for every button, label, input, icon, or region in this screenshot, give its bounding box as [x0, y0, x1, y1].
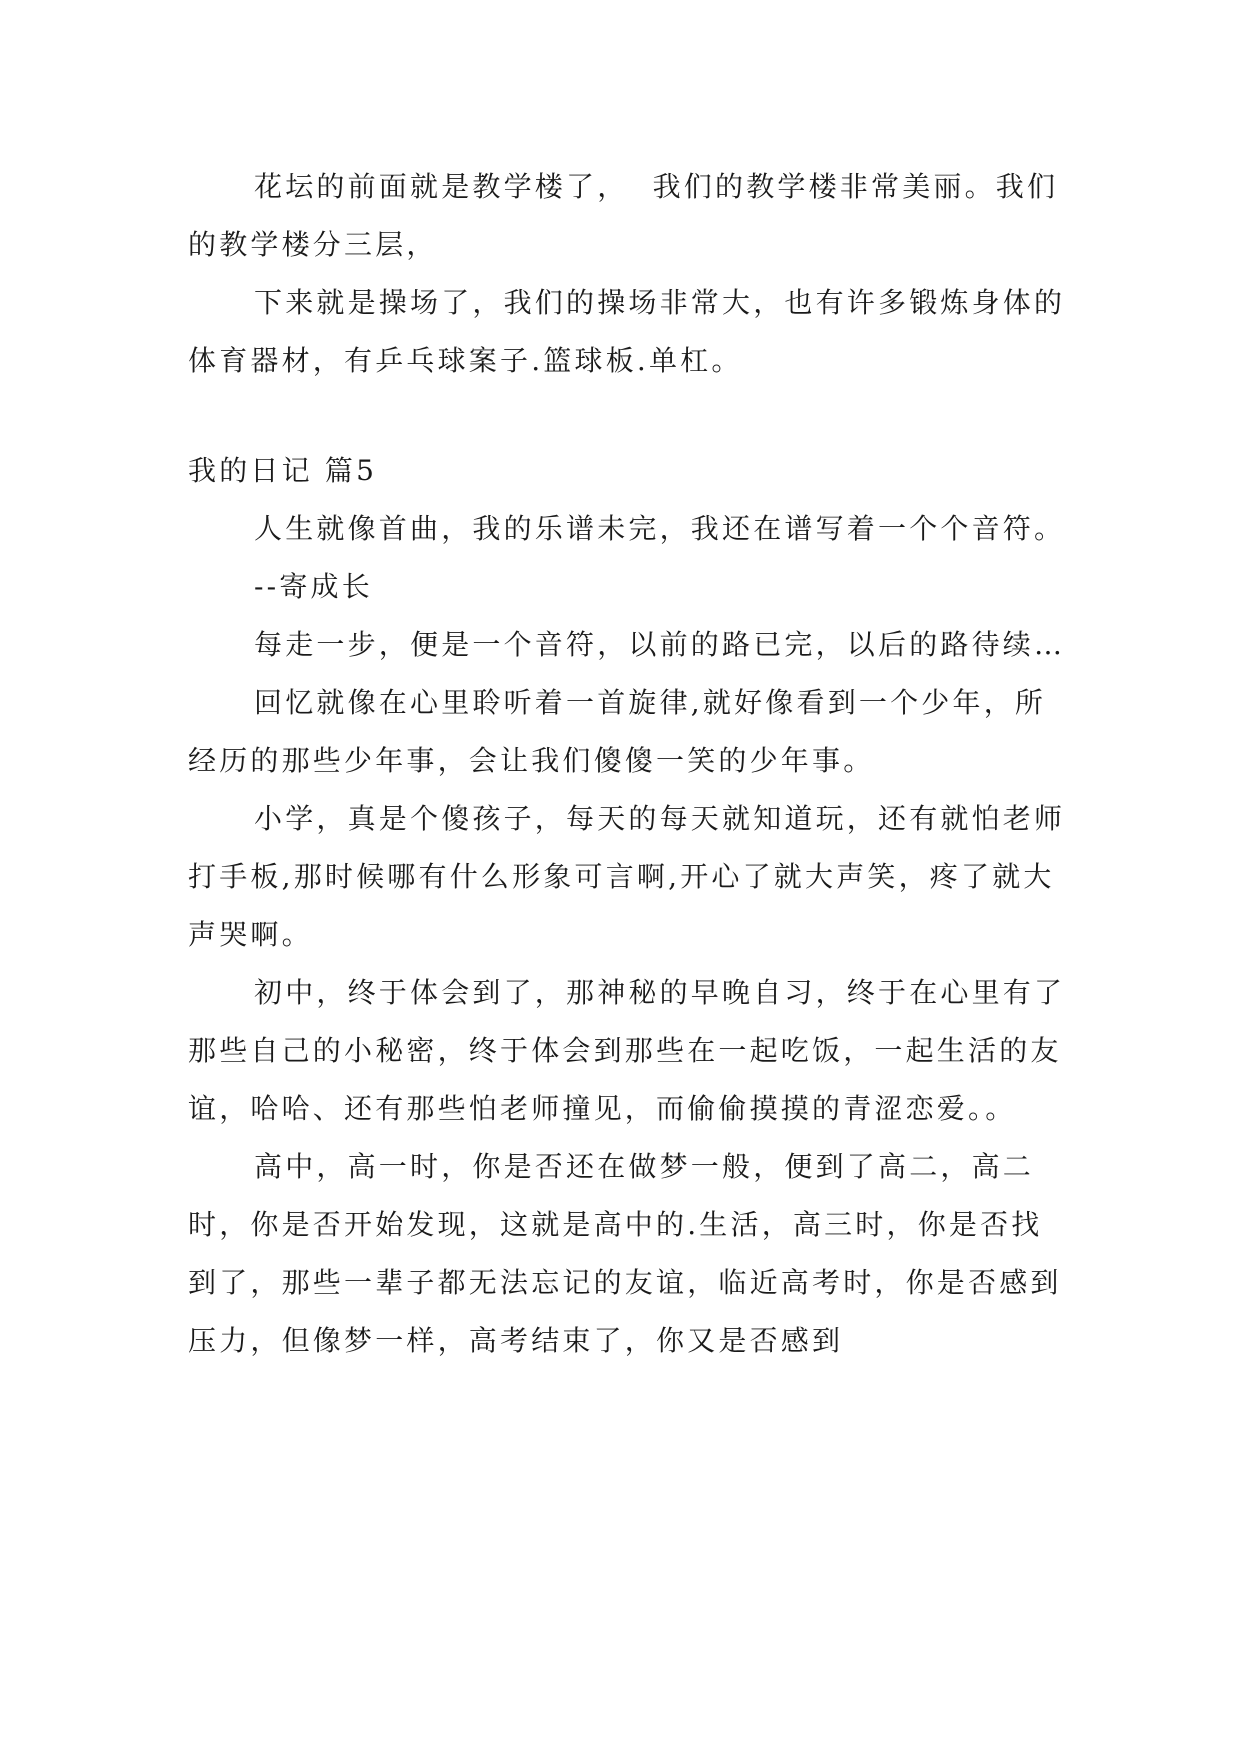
section-heading: 我的日记 篇5 — [188, 454, 378, 487]
paragraph-playground: 下来就是操场了，我们的操场非常大，也有许多锻炼身体的体育器材，有乒乓球案子.篮球板.单杠。 — [188, 286, 1066, 377]
paragraph-middle-school: 初中，终于体会到了，那神秘的早晚自习，终于在心里有了那些自己的小秘密，终于体会到那些在一起吃饭，一起生活的友谊，哈哈、还有那些怕老师撞见，而偷偷摸摸的青涩恋爱。。 — [188, 976, 1066, 1125]
paragraph-primary-school: 小学，真是个傻孩子，每天的每天就知道玩，还有就怕老师打手板,那时候哪有什么形象可言啊,开心了就大声笑，疼了就大声哭啊。 — [188, 802, 1066, 951]
paragraph-high-school: 高中，高一时，你是否还在做梦一般，便到了高二，高二时，你是否开始发现，这就是高中的.生活，高三时，你是否找到了，那些一辈子都无法忘记的友谊，临近高考时，你是否感到压力，但像梦一样，高考结束了，你又是否感到 — [188, 1150, 1062, 1357]
paragraph-teaching-building: 花坛的前面就是教学楼了， 我们的教学楼非常美丽。我们的教学楼分三层， — [188, 170, 1059, 261]
signature-line: --寄成长 — [254, 570, 373, 603]
paragraph-intro: 人生就像首曲，我的乐谱未完，我还在谱写着一个个音符。 — [254, 512, 1066, 545]
document-body — [188, 158, 1068, 1370]
paragraph-each-step: 每走一步，便是一个音符，以前的路已完，以后的路待续… — [254, 628, 1066, 661]
paragraph-memories: 回忆就像在心里聆听着一首旋律,就好像看到一个少年，所经历的那些少年事，会让我们傻傻一笑的少年事。 — [188, 686, 1047, 777]
